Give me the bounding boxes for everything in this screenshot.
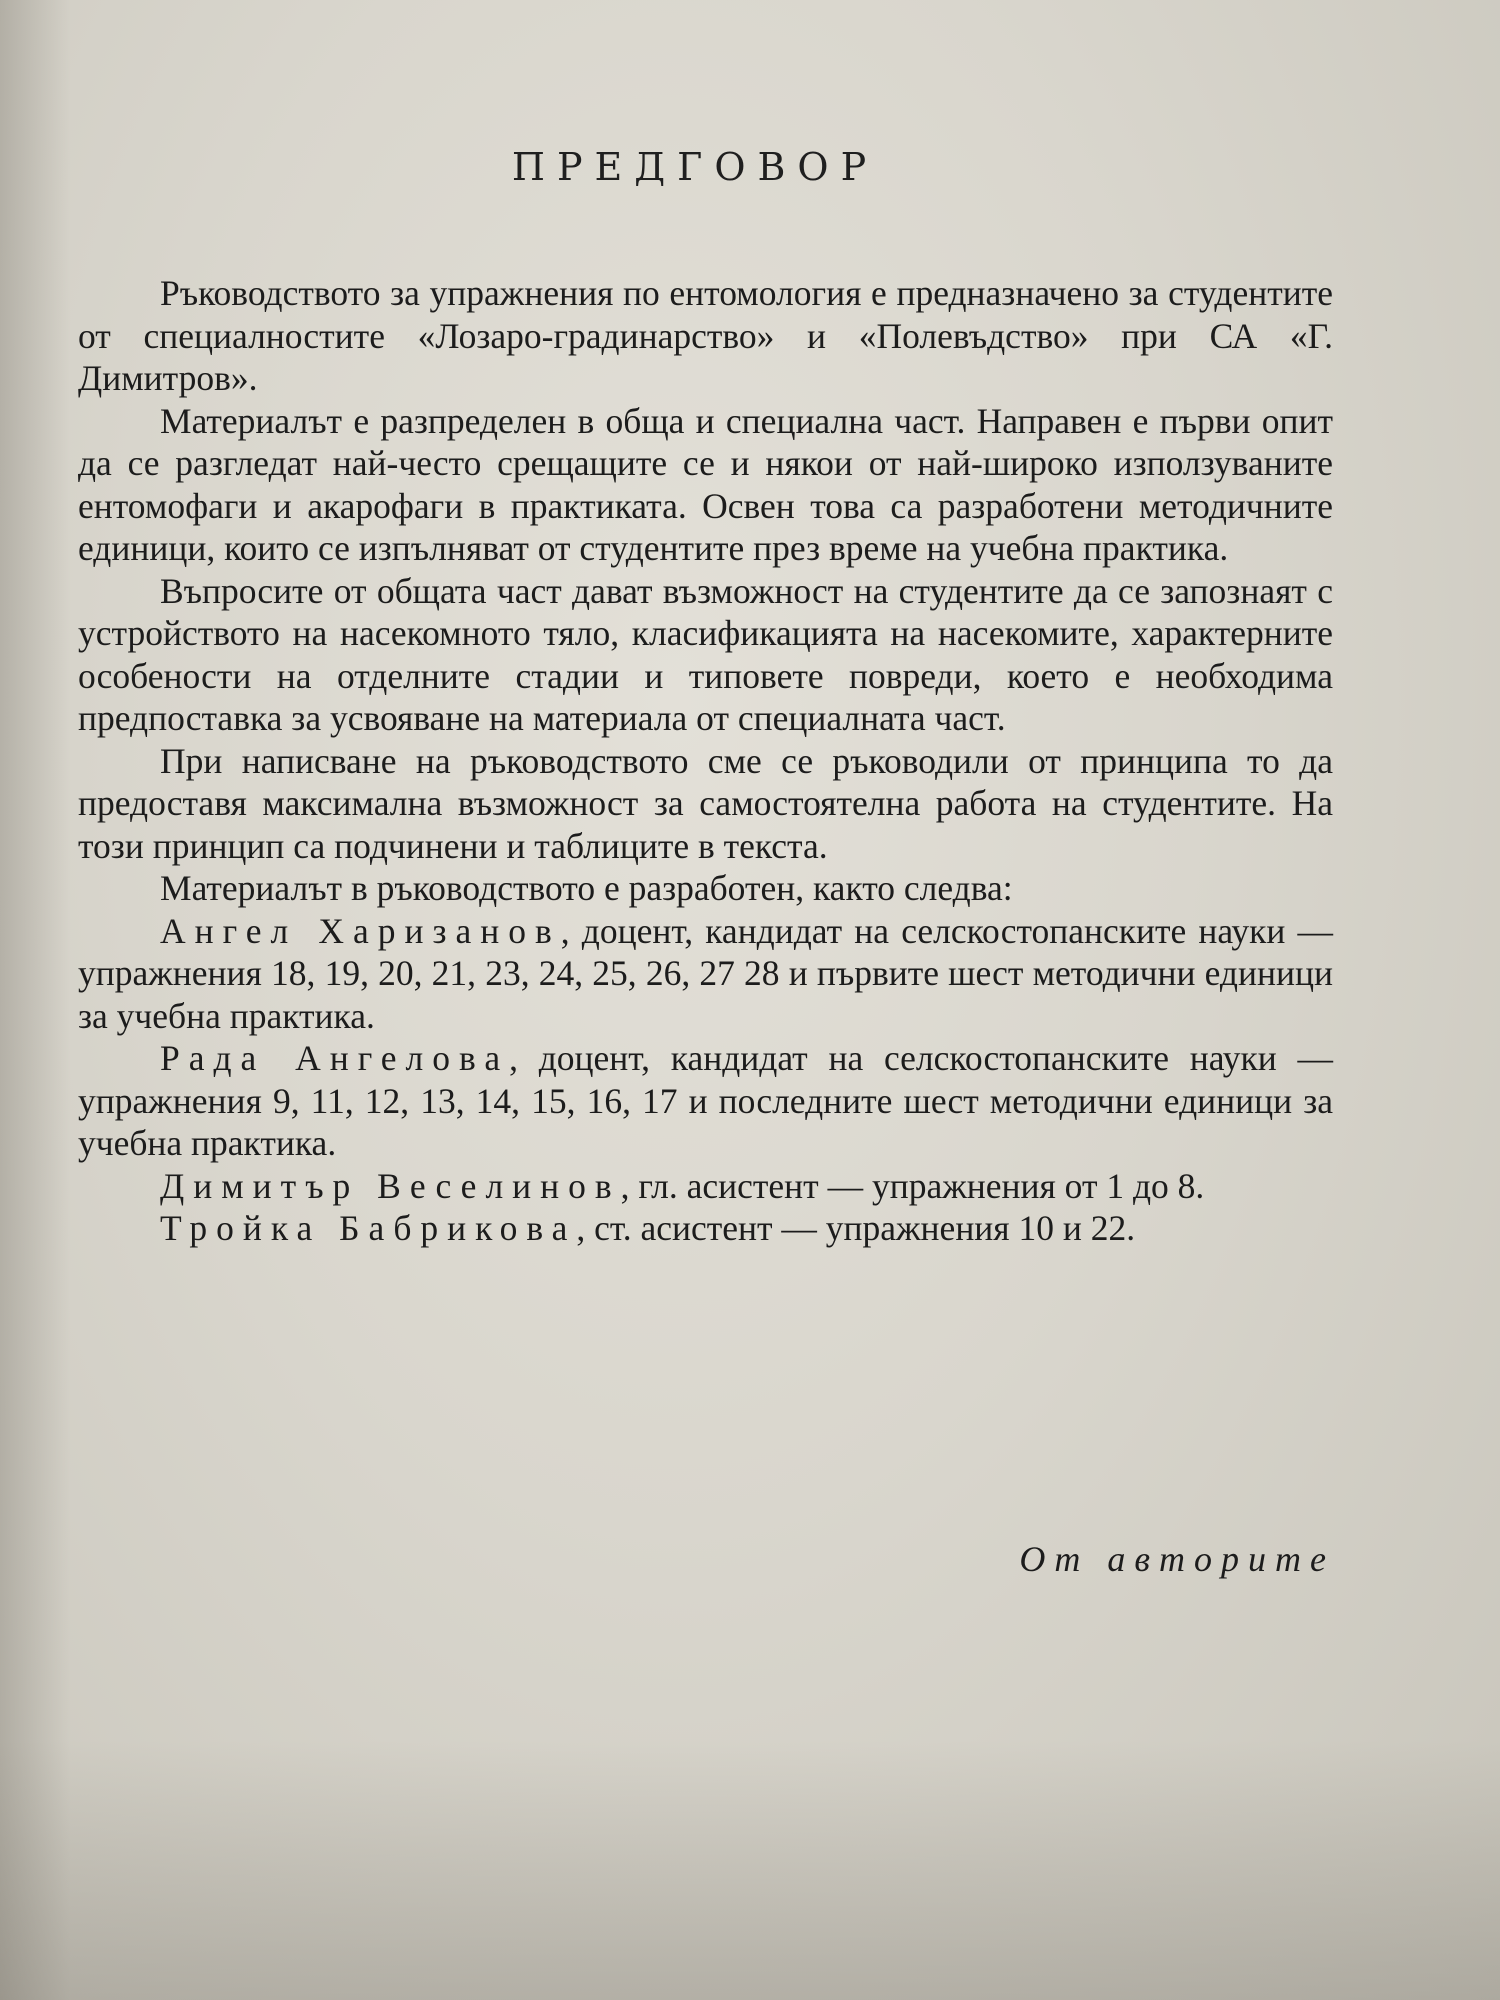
author-name: Ангел Харизанов [160, 910, 561, 951]
signature: От авторите [1019, 1539, 1335, 1579]
author-name: Рада Ангелова [160, 1038, 510, 1078]
author-entry [78, 910, 1333, 1038]
paragraph-authorship-intro: Материалът в ръководството е разработен, както следва: [160, 868, 1013, 908]
page-bottom-shadow [0, 1740, 1500, 2000]
author-contribution: , доцент, кандидат на селскостопанските науки — упражнения 18, 19, 20, 21, 23, 24, 25, 26, 27 28 и първите шест методични единици за учебна практика. [78, 910, 1333, 1036]
author-entry [78, 1037, 1333, 1165]
page-gutter-shadow [0, 0, 70, 2000]
author-contribution: , доцент, кандидат на селскостопанските науки — упражнения 9, 11, 12, 13, 14, 15, 16, 17 и последните шест методични единици за учебна практика. [78, 1038, 1333, 1163]
author-name: Тройка Бабрикова [160, 1208, 577, 1248]
preface-body [78, 272, 1333, 1250]
paragraph-principle: При написване на ръководството сме се ръководили от принципа то да предоставя максимална възможност за самостоятелна работа на студентите. На този принцип са подчинени и таблиците в текста. [78, 740, 1333, 866]
author-contribution: , ст. асистент — упражнения 10 и 22. [576, 1208, 1136, 1248]
paragraph-general-part: Въпросите от общата част дават възможност на студентите да се запознаят с устройството на насекомното тяло, класификацията на насекомите, характерните особености на отделните стадии и типовете повреди, което е необходима предпоставка за усвояване на материала от специалната част. [78, 570, 1333, 738]
paragraph-purpose: Ръководството за упражнения по ентомология е предназначено за студентите от специалностите «Лозаро-градинарство» и «Полевъдство» при СА «Г. Димитров». [78, 273, 1333, 398]
author-entry [78, 1165, 1333, 1208]
page-title: ПРЕДГОВОР [511, 145, 879, 189]
author-entry [78, 1207, 1333, 1250]
paragraph-structure: Материалът е разпределен в обща и специална част. Направен е първи опит да се разгледат най-често срещащите се и някои от най-широко използуваните ентомофаги и акарофаги в практиката. Освен това са разработени методичните единици, които се изпълняват от студентите през време на учебна практика. [78, 400, 1333, 568]
author-name: Димитър Веселинов [160, 1165, 621, 1206]
author-contribution: , гл. асистент — упражнения от 1 до 8. [620, 1165, 1205, 1206]
